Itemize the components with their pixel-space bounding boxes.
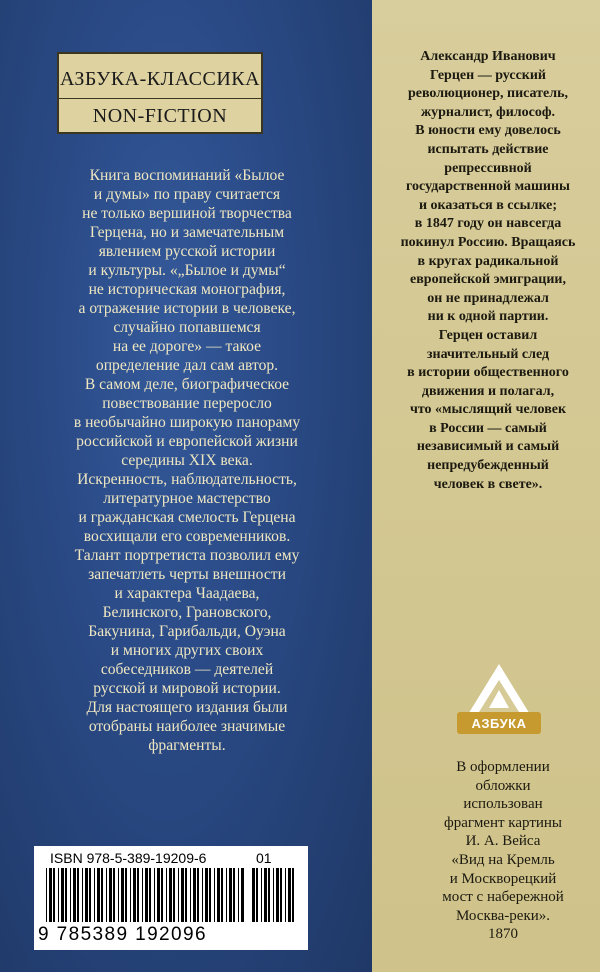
bio-line: журналист, философ. bbox=[420, 104, 556, 120]
book-description bbox=[52, 166, 322, 755]
description-line: Белинского, Грановского, bbox=[102, 604, 272, 621]
bio-line: репрессивной bbox=[444, 160, 532, 176]
barcode-bar bbox=[178, 868, 179, 922]
barcode-bar bbox=[145, 868, 148, 922]
barcode-bar bbox=[106, 868, 107, 922]
description-line: а отражение истории в человеке, bbox=[78, 300, 296, 317]
series-name: АЗБУКА-КЛАССИКА bbox=[59, 68, 261, 90]
barcode-bar bbox=[166, 868, 167, 922]
barcode-bar bbox=[202, 868, 203, 922]
series-subtitle: NON-FICTION bbox=[92, 105, 228, 127]
barcode-bars bbox=[46, 868, 246, 926]
barcode-box bbox=[34, 846, 308, 950]
bio-line: в кругах радикальной bbox=[417, 253, 559, 269]
barcode-bar bbox=[53, 868, 55, 922]
barcode-bar bbox=[276, 868, 279, 922]
barcode-bar bbox=[221, 868, 223, 922]
description-line: Для настоящего издания были bbox=[86, 699, 288, 716]
series-divider bbox=[59, 98, 261, 99]
credit-line: Москва-реки». bbox=[455, 907, 551, 924]
barcode-bar bbox=[193, 868, 196, 922]
barcode-bar bbox=[264, 868, 267, 922]
barcode-bar bbox=[214, 868, 215, 922]
barcode-bar bbox=[73, 868, 76, 922]
credit-line: фрагмент картины bbox=[443, 814, 563, 831]
ean-digits: 9 785389 192096 bbox=[38, 924, 207, 945]
bio-line: движения и полагал, bbox=[421, 383, 555, 399]
description-line: середины XIX века. bbox=[121, 452, 253, 469]
description-line: и думы» по праву считается bbox=[93, 186, 281, 203]
bio-line: что «мыслящий человек bbox=[409, 402, 567, 418]
barcode-bar bbox=[238, 868, 239, 922]
barcode-bar bbox=[241, 868, 244, 922]
description-line: не историческая монография, bbox=[88, 281, 286, 298]
bio-line: независимый и самый bbox=[416, 439, 560, 455]
barcode-bar bbox=[288, 868, 291, 922]
barcode-bar bbox=[121, 868, 124, 922]
barcode-bar bbox=[173, 868, 175, 922]
barcode-bar bbox=[82, 868, 83, 922]
bio-line: Герцен оставил bbox=[438, 327, 538, 343]
barcode-bar bbox=[205, 868, 208, 922]
bio-line: в России — самый bbox=[429, 420, 547, 436]
description-line: Искренность, наблюдательность, bbox=[77, 471, 297, 488]
bio-line: революционер, писатель, bbox=[407, 86, 569, 102]
barcode-bar bbox=[273, 868, 274, 922]
description-line: случайно попавшемся bbox=[113, 319, 261, 336]
barcode-bar bbox=[61, 868, 64, 922]
bio-line: ни к одной партии. bbox=[427, 309, 549, 325]
barcode-bar bbox=[118, 868, 119, 922]
description-line: и характера Чаадаева, bbox=[114, 585, 260, 602]
description-line: русской и мировой истории. bbox=[93, 680, 281, 697]
bio-line: европейской эмиграции, bbox=[410, 272, 566, 288]
description-line: восхищали его современников. bbox=[83, 528, 291, 545]
credit-line: В оформлении bbox=[456, 759, 550, 775]
barcode-bar bbox=[125, 868, 127, 922]
credit-line: И. А. Вейса bbox=[465, 833, 541, 850]
barcode-bar bbox=[46, 868, 47, 922]
bio-line: в 1847 году он навсегда bbox=[414, 216, 562, 232]
barcode-bar bbox=[89, 868, 91, 922]
credit-line: использован bbox=[463, 796, 543, 813]
barcode-bar bbox=[85, 868, 88, 922]
bio-line: человек в свете». bbox=[433, 476, 543, 492]
author-bio bbox=[384, 48, 592, 494]
barcode-bar bbox=[197, 868, 199, 922]
bio-line: и оказаться в ссылке; bbox=[418, 197, 558, 213]
description-line: Герцена, но и замечательным bbox=[89, 224, 285, 241]
description-line: явлением русской истории bbox=[98, 243, 276, 260]
description-line: и гражданская смелость Герцена bbox=[78, 509, 296, 526]
barcode-bar bbox=[113, 868, 115, 922]
bio-line: непредубежденный bbox=[427, 458, 549, 474]
bio-line: испытать действие bbox=[427, 141, 549, 157]
description-line: определение дал сам автор. bbox=[95, 357, 279, 374]
barcode-bar bbox=[137, 868, 139, 922]
barcode-bar bbox=[77, 868, 79, 922]
barcode-bar bbox=[229, 868, 232, 922]
barcode-bar bbox=[97, 868, 100, 922]
barcode-bar bbox=[217, 868, 220, 922]
barcode-bar bbox=[169, 868, 172, 922]
barcode-bar bbox=[142, 868, 143, 922]
barcode-bar bbox=[101, 868, 103, 922]
isbn-label: ISBN 978-5-389-19209-6 bbox=[50, 850, 207, 866]
series-label-box bbox=[57, 52, 263, 134]
barcode-bar bbox=[292, 868, 294, 922]
description-line: и культуры. «„Былое и думы“ bbox=[88, 262, 286, 279]
description-line: фрагменты. bbox=[148, 737, 226, 754]
barcode-bar bbox=[181, 868, 184, 922]
barcode-bar bbox=[94, 868, 95, 922]
barcode-bar bbox=[252, 868, 255, 922]
bio-line: В юности ему довелось bbox=[415, 123, 561, 139]
bio-line: покинул Россию. Вращаясь bbox=[400, 234, 576, 250]
bio-line: в истории общественного bbox=[407, 365, 569, 381]
description-line: в необычайно широкую панораму bbox=[73, 414, 301, 431]
description-line: литературное мастерство bbox=[103, 490, 271, 507]
description-line: и многих других своих bbox=[110, 642, 264, 659]
barcode-bar bbox=[268, 868, 270, 922]
description-line: Книга воспоминаний «Былое bbox=[89, 167, 285, 184]
barcode-bar bbox=[70, 868, 71, 922]
barcode-bar bbox=[133, 868, 136, 922]
bio-line: Герцен — русский bbox=[430, 67, 546, 83]
barcode-bar bbox=[154, 868, 155, 922]
description-line: российской и европейской жизни bbox=[76, 433, 298, 450]
credit-line: 1870 bbox=[488, 926, 518, 943]
barcode-bar bbox=[65, 868, 67, 922]
credit-line: «Вид на Кремль bbox=[451, 851, 555, 868]
bio-line: он не принадлежал bbox=[427, 290, 549, 306]
barcode-bar bbox=[109, 868, 112, 922]
barcode-bar bbox=[190, 868, 191, 922]
barcode-bar bbox=[280, 868, 282, 922]
barcode-bar bbox=[285, 868, 286, 922]
description-line: отобраны наиболее значимые bbox=[88, 718, 286, 735]
barcode-bar bbox=[130, 868, 131, 922]
barcode-bar bbox=[58, 868, 59, 922]
barcode-bar bbox=[157, 868, 160, 922]
description-line: на ее дороге» — такое bbox=[112, 338, 262, 355]
description-line: не только вершиной творчества bbox=[82, 205, 292, 222]
description-line: запечатлеть черты внешности bbox=[88, 566, 286, 583]
description-line: повествование переросло bbox=[102, 395, 272, 412]
description-line: Талант портретиста позволил ему bbox=[74, 547, 300, 564]
barcode-bar bbox=[261, 868, 262, 922]
barcode-addon-label: 01 bbox=[256, 850, 272, 866]
barcode-bar bbox=[209, 868, 211, 922]
barcode-bar bbox=[185, 868, 187, 922]
bio-line: значительный след bbox=[426, 346, 550, 362]
credit-line: обложки bbox=[475, 777, 531, 794]
description-line: В самом деле, биографическое bbox=[84, 376, 290, 393]
publisher-logo-text: АЗБУКА bbox=[471, 716, 527, 731]
credit-line: мост с набережной bbox=[442, 889, 564, 906]
barcode-bar bbox=[149, 868, 151, 922]
barcode-bar bbox=[161, 868, 163, 922]
barcode-bar bbox=[256, 868, 258, 922]
barcode-bar bbox=[226, 868, 227, 922]
publisher-logo bbox=[453, 660, 545, 740]
credit-line: и Москворецкий bbox=[449, 870, 557, 887]
barcode-bar bbox=[49, 868, 52, 922]
barcode-addon-bars bbox=[252, 868, 296, 926]
barcode-bar bbox=[233, 868, 235, 922]
bio-line: Александр Иванович bbox=[420, 49, 556, 64]
cover-art-credit bbox=[410, 758, 596, 944]
bio-line: государственной машины bbox=[406, 179, 570, 195]
description-line: Бакунина, Гарибальди, Оуэна bbox=[88, 623, 286, 640]
description-line: собеседников — деятелей bbox=[100, 661, 274, 678]
